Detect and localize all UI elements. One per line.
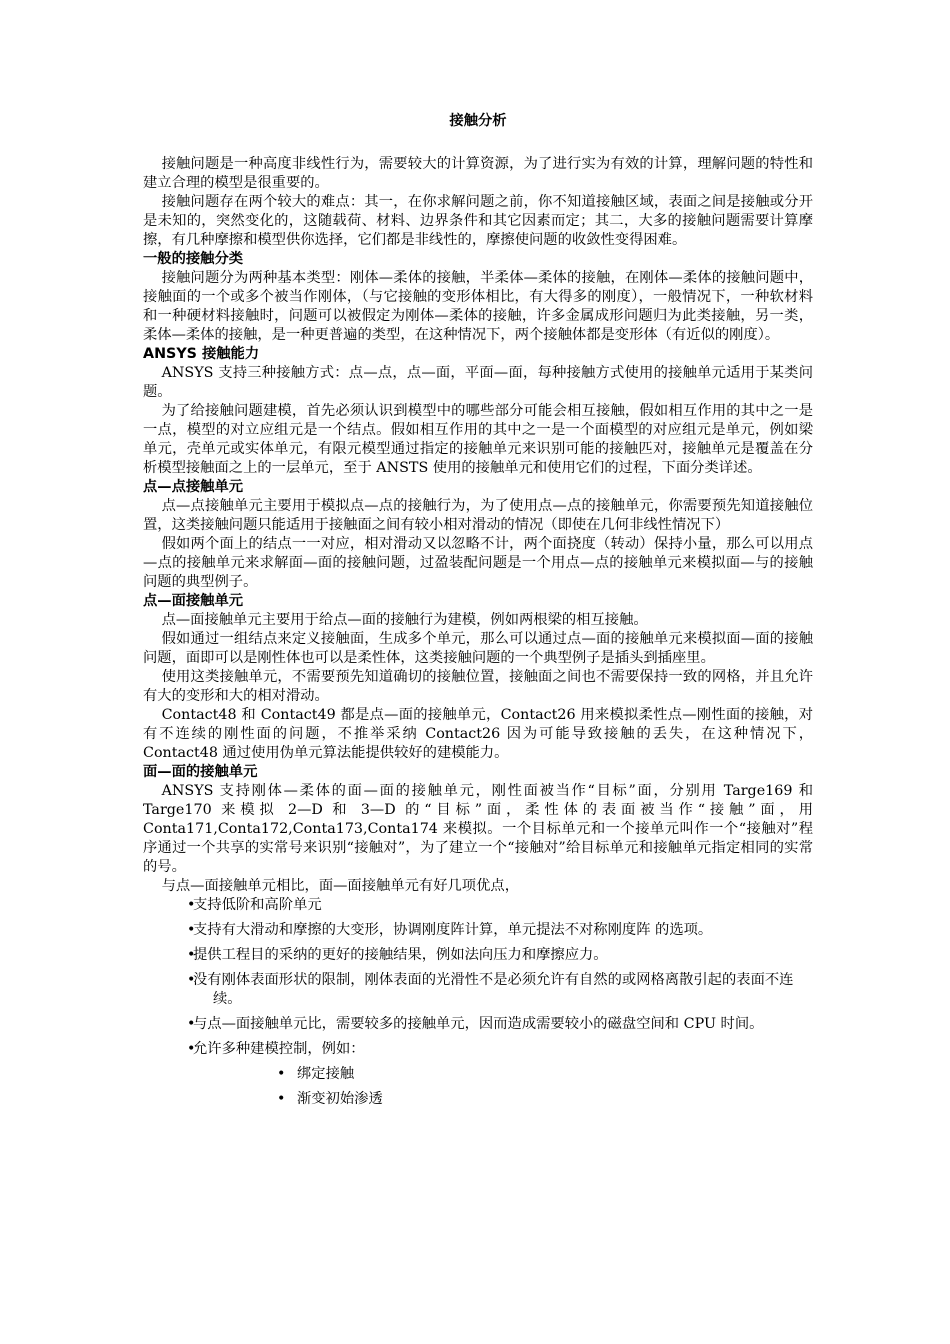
- bullet-icon: •: [187, 1016, 196, 1032]
- list-item-text: 允许多种建模控制，例如：: [193, 1041, 365, 1057]
- surface-surface-paragraph-2: 与点—面接触单元相比，面—面接触单元有好几项优点，: [161, 878, 519, 894]
- sub-list-item-text: 渐变初始渗透: [297, 1091, 383, 1107]
- bullet-icon: •: [187, 897, 196, 913]
- list-item: [143, 1015, 813, 1034]
- sub-list-item-text: 绑定接触: [297, 1066, 355, 1082]
- bullet-icon: •: [187, 947, 196, 963]
- list-item-text: 没有刚体表面形状的限制，刚体表面的光滑性不是必须允许有自然的或网格离散引起的表面不连续。: [193, 972, 794, 1007]
- section-heading-node-surface: 点—面接触单元: [143, 593, 244, 609]
- node-surface-paragraph-4: Contact48 和 Contact49 都是点—面的接触单元，Contact26 用来模拟柔性点—刚性面的接触，对有不连续的刚性面的问题，不推举采纳 Contact26 因为可能导致接触的丢失，在这种情况下，Contact48 通过使用伪单元算法能提供较好的建模能力。: [143, 707, 813, 761]
- section-heading-contact-types: 一般的接触分类: [143, 251, 244, 267]
- list-item-text: 支持低阶和高阶单元: [193, 897, 322, 913]
- bullet-icon: •: [187, 922, 196, 938]
- section-heading-ansys-contact: ANSYS 接触能力: [143, 346, 260, 362]
- list-item: [143, 971, 813, 1009]
- node-surface-paragraph-1: 点—面接触单元主要用于给点—面的接触行为建模，例如两根梁的相互接触。: [161, 612, 648, 628]
- node-node-paragraph-2: 假如两个面上的结点一一对应，相对滑动又以忽略不计，两个面挠度（转动）保持小量，那么可以用点—点的接触单元来求解面—面的接触问题，过盈装配问题是一个用点—点的接触单元来模拟面—与的接触问题的典型例子。: [143, 536, 813, 590]
- node-surface-paragraph-3: 使用这类接触单元，不需要预先知道确切的接触位置，接触面之间也不需要保持一致的网格，并且允许有大的变形和大的相对滑动。: [143, 669, 813, 704]
- modeling-controls-list: [193, 1065, 813, 1109]
- intro-paragraph-1: 接触问题是一种高度非线性行为，需要较大的计算资源，为了进行实为有效的计算，理解问题的特性和建立合理的模型是很重要的。: [143, 156, 813, 191]
- advantages-list: [143, 896, 813, 1109]
- document-page: [143, 112, 813, 1115]
- list-item-text: 提供工程目的采纳的更好的接触结果，例如法向压力和摩擦应力。: [193, 947, 608, 963]
- contact-types-paragraph: 接触问题分为两种基本类型：刚体—柔体的接触，半柔体—柔体的接触，在刚体—柔体的接触问题中，接触面的一个或多个被当作刚体，（与它接触的变形体相比，有大得多的刚度），一般情况下，一种软材料和一种硬材料接触时，问题可以被假定为刚体—柔体的接触，许多金属成形问题归为此类接触，另一类，柔体—柔体的接触，是一种更普遍的类型，在这种情况下，两个接触体都是变形体（有近似的刚度）。: [143, 270, 813, 343]
- node-surface-paragraph-2: 假如通过一组结点来定义接触面，生成多个单元，那么可以通过点—面的接触单元来模拟面—面的接触问题，面即可以是刚性体也可以是柔性体，这类接触问题的一个典型例子是插头到插座里。: [143, 631, 813, 666]
- bullet-icon: •: [187, 972, 196, 988]
- list-item-text: 与点—面接触单元比，需要较多的接触单元，因而造成需要较小的磁盘空间和 CPU 时间。: [193, 1016, 764, 1032]
- bullet-icon: •: [277, 1066, 286, 1082]
- section-heading-node-node: 点—点接触单元: [143, 479, 244, 495]
- node-node-paragraph-1: 点—点接触单元主要用于模拟点—点的接触行为，为了使用点—点的接触单元，你需要预先知道接触位置，这类接触问题只能适用于接触面之间有较小相对滑动的情况（即使在几何非线性情况下）: [143, 498, 813, 533]
- list-item: [143, 1040, 813, 1109]
- ansys-contact-paragraph-2: 为了给接触问题建模，首先必须认识到模型中的哪些部分可能会相互接触，假如相互作用的其中之一是一点，模型的对立应组元是一个结点。假如相互作用的其中之一是一个面模型的对应组元是单元，例如梁单元，壳单元或实体单元，有限元模型通过指定的接触单元来识别可能的接触匹对，接触单元是覆盖在分析模型接触面之上的一层单元，至于 ANSTS 使用的接触单元和使用它们的过程，下面分类详述。: [143, 403, 813, 476]
- bullet-icon: •: [187, 1041, 196, 1057]
- surface-surface-paragraph-1: ANSYS 支持刚体—柔体的面—面的接触单元，刚性面被当作“目标”面，分别用 Targe169 和 Targe170 来模拟 2—D 和 3—D 的“目标”面，柔性体的表面被当作“接触”面，用 Conta171,Conta172,Conta173,Conta174 来模拟。一个目标单元和一个接单元叫作一个“接触对”程序通过一个共享的实常号来识别“接触对”，为了建立一个“接触对”给目标单元和接触单元指定相同的实常的号。: [143, 783, 813, 875]
- list-item: [143, 921, 813, 940]
- list-item: [143, 896, 813, 915]
- list-item: [143, 946, 813, 965]
- bullet-icon: •: [277, 1091, 286, 1107]
- list-item-text: 支持有大滑动和摩擦的大变形，协调刚度阵计算，单元提法不对称刚度阵 的选项。: [193, 922, 713, 938]
- section-heading-surface-surface: 面—面的接触单元: [143, 764, 258, 780]
- sub-list-item: [193, 1090, 813, 1109]
- intro-paragraph-2: 接触问题存在两个较大的难点：其一，在你求解问题之前，你不知道接触区域，表面之间是接触或分开是未知的，突然变化的，这随载荷、材料、边界条件和其它因素而定；其二，大多的接触问题需要计算摩擦，有几种摩擦和模型供你选择，它们都是非线性的，摩擦使问题的收敛性变得困难。: [143, 194, 813, 248]
- ansys-contact-paragraph-1: ANSYS 支持三种接触方式：点—点，点—面，平面—面，每种接触方式使用的接触单元适用于某类问题。: [143, 365, 813, 400]
- document-title: 接触分析: [449, 113, 507, 129]
- sub-list-item: [193, 1065, 813, 1084]
